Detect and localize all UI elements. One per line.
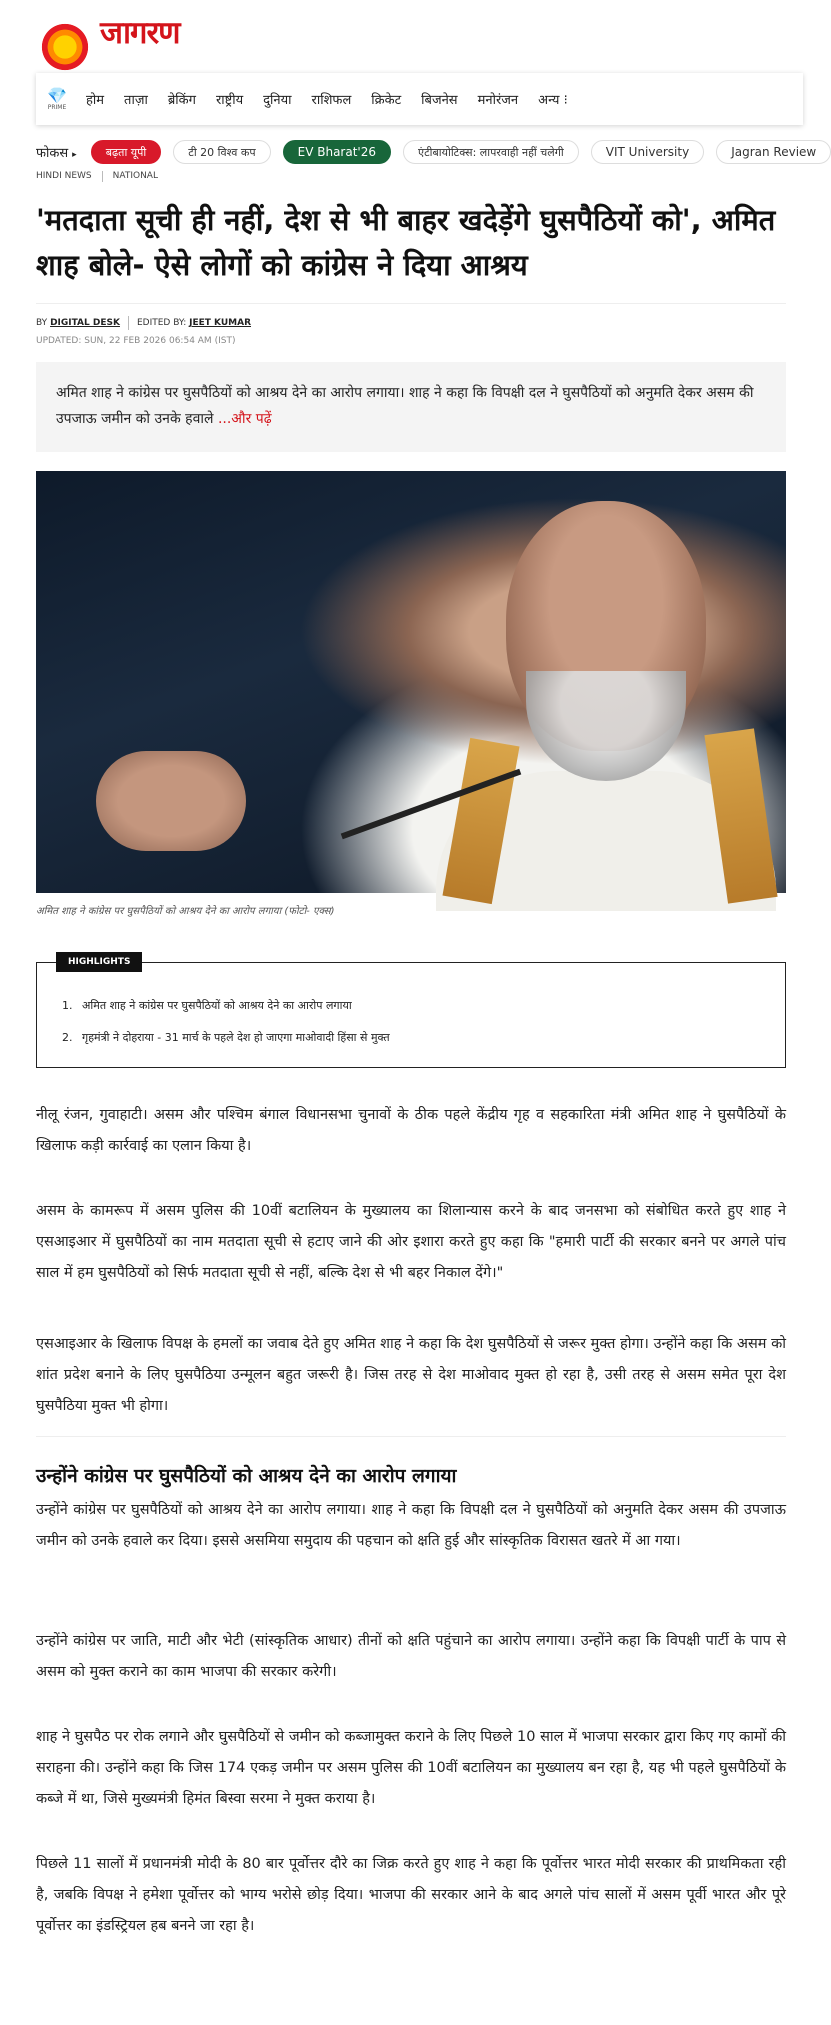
nav-item-national[interactable]: राष्ट्रीय: [215, 93, 244, 108]
breadcrumb-national[interactable]: NATIONAL: [112, 171, 158, 181]
focus-chip-ev-bharat[interactable]: EV Bharat'26: [283, 140, 391, 164]
highlights-list: [62, 990, 762, 1054]
focus-chip-t20[interactable]: टी 20 विश्व कप: [173, 140, 270, 164]
highlight-item: 2. गृहमंत्री ने दोहराया - 31 मार्च के पहले देश हो जाएगा माओवादी हिंसा से मुक्त: [62, 1031, 390, 1044]
byline: [36, 316, 251, 330]
by-prefix: BY DIGITAL DESK: [36, 318, 120, 328]
highlight-item: 1. अमित शाह ने कांग्रेस पर घुसपैठियों को आश्रय देने का आरोप लगाया: [62, 999, 352, 1012]
updated-timestamp: UPDATED: SUN, 22 FEB 2026 06:54 AM (IST): [36, 336, 236, 346]
article-paragraph: उन्होंने कांग्रेस पर जाति, माटी और भेटी (सांस्कृतिक आधार) तीनों को क्षति पहुंचाने का आरोप लगाया। उन्होंने कहा कि विपक्षी पार्टी के पाप से असम को मुक्त कराने का काम भाजपा की सरकार करेगी।: [36, 1633, 786, 1680]
diamond-icon: 💎: [47, 85, 67, 105]
author-link[interactable]: DIGITAL DESK: [50, 318, 120, 328]
focus-chip-antibiotics[interactable]: एंटीबायोटिक्स: लापरवाही नहीं चलेगी: [403, 140, 579, 164]
main-nav: [36, 73, 803, 125]
focus-chip-vit[interactable]: VIT University: [591, 140, 704, 164]
nav-item-business[interactable]: बिजनेस: [421, 93, 458, 108]
prime-label: PRIME: [47, 103, 67, 111]
nav-item-breaking[interactable]: ब्रेकिंग: [167, 93, 196, 108]
editor-link[interactable]: JEET KUMAR: [189, 318, 252, 328]
article-subheading: उन्होंने कांग्रेस पर घुसपैठियों को आश्रय देने का आरोप लगाया: [36, 1465, 457, 1487]
summary-text: अमित शाह ने कांग्रेस पर घुसपैठियों को आश्रय देने का आरोप लगाया। शाह ने कहा कि विपक्षी दल ने घुसपैठियों को अनुमति देकर असम की उपजाऊ जमीन को उनके हवाले: [56, 385, 754, 427]
nav-item-entertainment[interactable]: मनोरंजन: [477, 93, 519, 108]
read-more-link[interactable]: ...और पढ़ें: [217, 411, 272, 427]
jagran-logo[interactable]: [36, 14, 180, 50]
highlights-label: HIGHLIGHTS: [56, 952, 142, 972]
breadcrumb-separator: [102, 171, 103, 182]
image-caption: अमित शाह ने कांग्रेस पर घुसपैठियों को आश्रय देने का आरोप लगाया (फोटो- एक्स): [36, 906, 335, 917]
sun-logo-icon: [36, 16, 94, 48]
nav-item-horoscope[interactable]: राशिफल: [311, 93, 352, 108]
nav-item-latest[interactable]: ताज़ा: [124, 93, 148, 108]
nav-item-home[interactable]: होम: [86, 93, 105, 108]
article-paragraph: पिछले 11 सालों में प्रधानमंत्री मोदी के 80 बार पूर्वोत्तर दौरे का जिक्र करते हुए शाह ने कहा कि पूर्वोत्तर भारत मोदी सरकार की प्राथमिकता रही है, जबकि विपक्ष ने हमेशा पूर्वोत्तर को भाग्य भरोसे छोड़ दिया। भाजपा की सरकार आने के बाद अगले पांच सालों में असम पूर्वी भारत और पूरे पूर्वोत्तर का इंडस्ट्रियल हब बनने जा रहा है।: [36, 1856, 786, 1934]
article-summary: [36, 362, 786, 452]
caret-right-icon: ▸: [72, 150, 77, 160]
divider: [36, 1436, 786, 1437]
focus-label[interactable]: फोकस ▸: [36, 146, 77, 161]
breadcrumb-hindi-news[interactable]: HINDI NEWS: [36, 171, 92, 181]
nav-item-more[interactable]: अन्य ⁝: [538, 93, 568, 108]
focus-strip: [36, 140, 817, 164]
article-title: 'मतदाता सूची ही नहीं, देश से भी बाहर खदेड़ेंगे घुसपैठियों को', अमित शाह बोले- ऐसे लोगों को कांग्रेस ने दिया आश्रय: [36, 203, 776, 282]
article-paragraph: असम के कामरूप में असम पुलिस की 10वीं बटालियन के मुख्यालय का शिलान्यास करने के बाद जनसभा को संबोधित करते हुए शाह ने एसआइआर में घुसपैठियों का नाम मतदाता सूची से हटाए जाने की ओर इशारा करते हुए कहा कि "हमारी पार्टी की सरकार बनने पर अगले पांच साल में हम घुसपैठियों को सिर्फ मतदाता सूची से नहीं, बल्कि देश से भी बहर निकाल देंगे।": [36, 1203, 786, 1281]
nav-item-cricket[interactable]: क्रिकेट: [371, 93, 402, 108]
article-paragraph: एसआइआर के खिलाफ विपक्ष के हमलों का जवाब देते हुए अमित शाह ने कहा कि देश घुसपैठियों से जरूर मुक्त होगा। उन्होंने कहा कि असम को शांत प्रदेश बनाने के लिए घुसपैठिया उन्मूलन बहुत जरूरी है। जिस तरह से देश माओवाद मुक्त हो रहा है, उसी तरह से असम समेत पूरा देश घुसपैठिया मुक्त भी होगा।: [36, 1336, 786, 1414]
focus-chip-review[interactable]: Jagran Review: [716, 140, 831, 164]
edited-prefix: EDITED BY: JEET KUMAR: [136, 318, 252, 328]
prime-link[interactable]: [46, 85, 68, 111]
hero-image: [36, 471, 786, 893]
article-paragraph: शाह ने घुसपैठ पर रोक लगाने और घुसपैठियों से जमीन को कब्जामुक्त कराने के लिए पिछले 10 साल में भाजपा सरकार द्वारा किए गए कामों की सराहना की। उन्होंने कहा कि जिस 174 एकड़ जमीन पर असम पुलिस की 10वीं बटालियन का मुख्यालय बन रहा है, यह भी पहले घुसपैठियों के कब्जे में था, जिसे मुख्यमंत्री हिमंत बिस्वा सरमा ने मुक्त कराया है।: [36, 1729, 786, 1807]
nav-item-world[interactable]: दुनिया: [263, 93, 292, 108]
breadcrumb: [36, 171, 158, 182]
article-paragraph: उन्होंने कांग्रेस पर घुसपैठियों को आश्रय देने का आरोप लगाया। शाह ने कहा कि विपक्षी दल ने घुसपैठियों को अनुमति देकर असम की उपजाऊ जमीन को उनके हवाले कर दिया। इससे असमिया समुदाय की पहचान को क्षति हुई और सांस्कृतिक विरासत खतरे में आ गया।: [36, 1502, 786, 1549]
logo-text: जागरण: [100, 15, 180, 51]
article-paragraph: नीलू रंजन, गुवाहाटी। असम और पश्चिम बंगाल विधानसभा चुनावों के ठीक पहले केंद्रीय गृह व सहकारिता मंत्री अमित शाह ने घुसपैठियों के खिलाफ कड़ी कार्रवाई का एलान किया है।: [36, 1107, 786, 1154]
focus-chip-up[interactable]: बढ़ता यूपी: [91, 140, 162, 164]
byline-separator: [128, 316, 129, 330]
divider: [36, 303, 786, 304]
